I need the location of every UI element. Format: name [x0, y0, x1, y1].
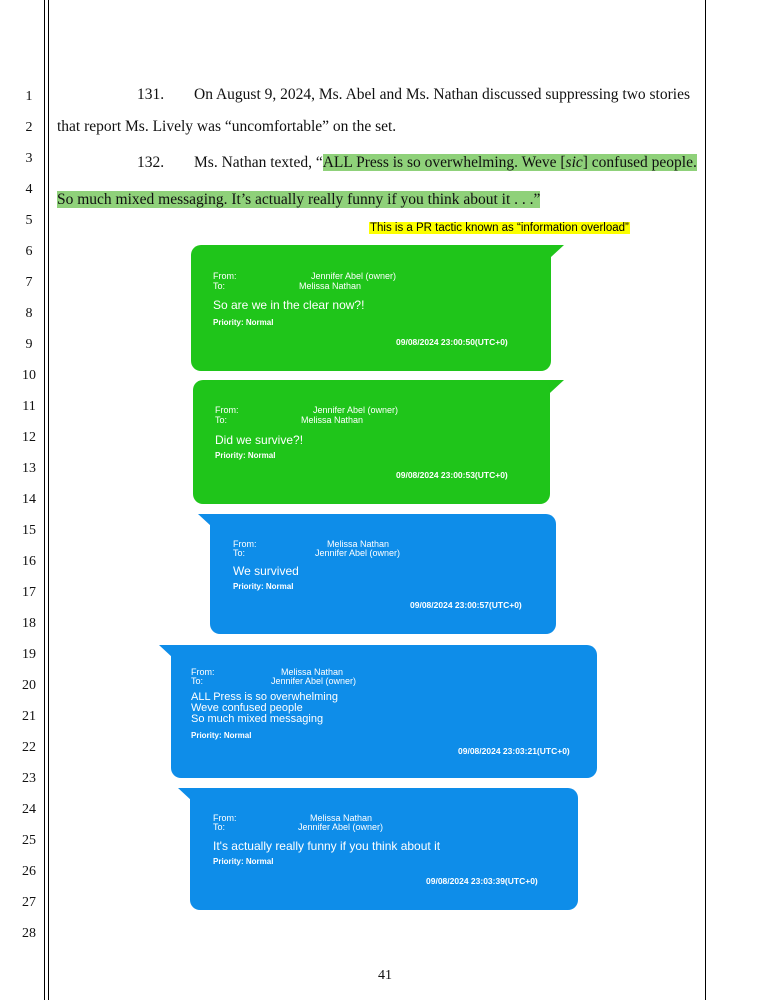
paragraph-number-131: 131.: [137, 86, 165, 103]
message-text-line-1: ALL Press is so overwhelming: [191, 691, 338, 703]
line-number: 27: [22, 895, 36, 910]
from-value: Jennifer Abel (owner): [311, 271, 397, 281]
line-number: 9: [25, 337, 33, 352]
to-value: Melissa Nathan: [299, 281, 362, 291]
priority: Priority: Normal: [233, 582, 294, 591]
paragraph-132-intro: Ms. Nathan texted, “: [194, 154, 323, 171]
message-text: Did we survive?!: [215, 433, 304, 447]
highlighted-quote: So much mixed messaging. It’s actually really funny if you think about it . . .”: [57, 191, 541, 208]
margin-rule-right: [705, 0, 706, 1000]
line-number: 19: [22, 647, 36, 662]
timestamp: 09/08/2024 23:00:53(UTC+0): [396, 470, 508, 480]
message-bubble-3: [210, 514, 556, 634]
line-number: 17: [22, 585, 36, 600]
margin-rule-left-outer: [44, 0, 45, 1000]
to-value: Jennifer Abel (owner): [271, 676, 357, 686]
from-label: From:: [191, 667, 215, 677]
paragraph-132-line-1: [194, 154, 697, 172]
paragraph-131-line-1: On August 9, 2024, Ms. Abel and Ms. Nathan discussed suppressing two stories: [194, 86, 690, 103]
message-bubble-1: [191, 245, 551, 371]
line-number: 11: [22, 399, 36, 414]
line-number: 8: [25, 306, 33, 321]
line-number: 4: [25, 182, 33, 197]
line-number: 22: [22, 740, 36, 755]
timestamp: 09/08/2024 23:00:57(UTC+0): [410, 600, 522, 610]
line-number: 2: [25, 120, 33, 135]
to-value: Jennifer Abel (owner): [315, 548, 401, 558]
priority: Priority: Normal: [191, 731, 252, 740]
line-number: 26: [22, 864, 36, 879]
message-text-line-3: So much mixed messaging: [191, 713, 324, 725]
to-label: To:: [213, 281, 226, 291]
highlighted-quote: [323, 154, 697, 171]
timestamp: 09/08/2024 23:00:50(UTC+0): [396, 337, 508, 347]
line-number: 7: [25, 275, 33, 290]
line-number: 23: [22, 771, 36, 786]
to-label: To:: [215, 415, 228, 425]
from-label: From:: [213, 271, 237, 281]
highlight-annotation: This is a PR tactic known as “information overload”: [370, 222, 629, 234]
line-number: 18: [22, 616, 36, 631]
line-number: 28: [22, 926, 36, 941]
line-number: 16: [22, 554, 36, 569]
page-number: 41: [378, 968, 392, 983]
to-label: To:: [191, 676, 204, 686]
line-number: 20: [22, 678, 36, 693]
from-value: Melissa Nathan: [310, 813, 373, 823]
priority: Priority: Normal: [213, 857, 274, 866]
paragraph-132-line-2: [57, 191, 540, 209]
message-text: So are we in the clear now?!: [213, 298, 365, 312]
from-value: Jennifer Abel (owner): [313, 405, 399, 415]
from-value: Melissa Nathan: [327, 539, 390, 549]
line-number: 5: [25, 213, 33, 228]
from-label: From:: [213, 813, 237, 823]
line-number: 12: [22, 430, 36, 445]
line-number: 3: [25, 151, 33, 166]
from-value: Melissa Nathan: [281, 667, 344, 677]
line-number: 24: [22, 802, 36, 817]
sic-marker: sic: [565, 154, 583, 171]
from-label: From:: [233, 539, 257, 549]
timestamp: 09/08/2024 23:03:39(UTC+0): [426, 876, 538, 886]
message-bubble-5: [190, 788, 578, 910]
to-value: Melissa Nathan: [301, 415, 364, 425]
margin-rule-left-inner: [48, 0, 49, 1000]
paragraph-131-line-2: that report Ms. Lively was “uncomfortable” on the set.: [57, 118, 397, 135]
to-label: To:: [233, 548, 246, 558]
to-value: Jennifer Abel (owner): [298, 822, 384, 832]
message-bubble-2: [193, 380, 550, 504]
quote-part: ALL Press is so overwhelming. Weve [: [322, 154, 566, 171]
line-number: 13: [22, 461, 36, 476]
line-number: 21: [22, 709, 36, 724]
to-label: To:: [213, 822, 226, 832]
priority: Priority: Normal: [213, 318, 274, 327]
timestamp: 09/08/2024 23:03:21(UTC+0): [458, 746, 570, 756]
message-text: We survived: [233, 564, 299, 578]
message-text-line-2: Weve confused people: [191, 702, 303, 714]
quote-part: ] confused people.: [582, 154, 697, 171]
priority: Priority: Normal: [215, 451, 276, 460]
from-label: From:: [215, 405, 239, 415]
line-number: 6: [25, 244, 33, 259]
paragraph-number-132: 132.: [137, 154, 165, 171]
line-number: 15: [22, 523, 36, 538]
line-number: 25: [22, 833, 36, 848]
message-bubble-4: [171, 645, 597, 778]
line-number: 1: [25, 89, 33, 104]
line-number: 14: [22, 492, 36, 507]
message-text: It's actually really funny if you think about it: [213, 839, 441, 853]
line-number: 10: [22, 368, 36, 383]
